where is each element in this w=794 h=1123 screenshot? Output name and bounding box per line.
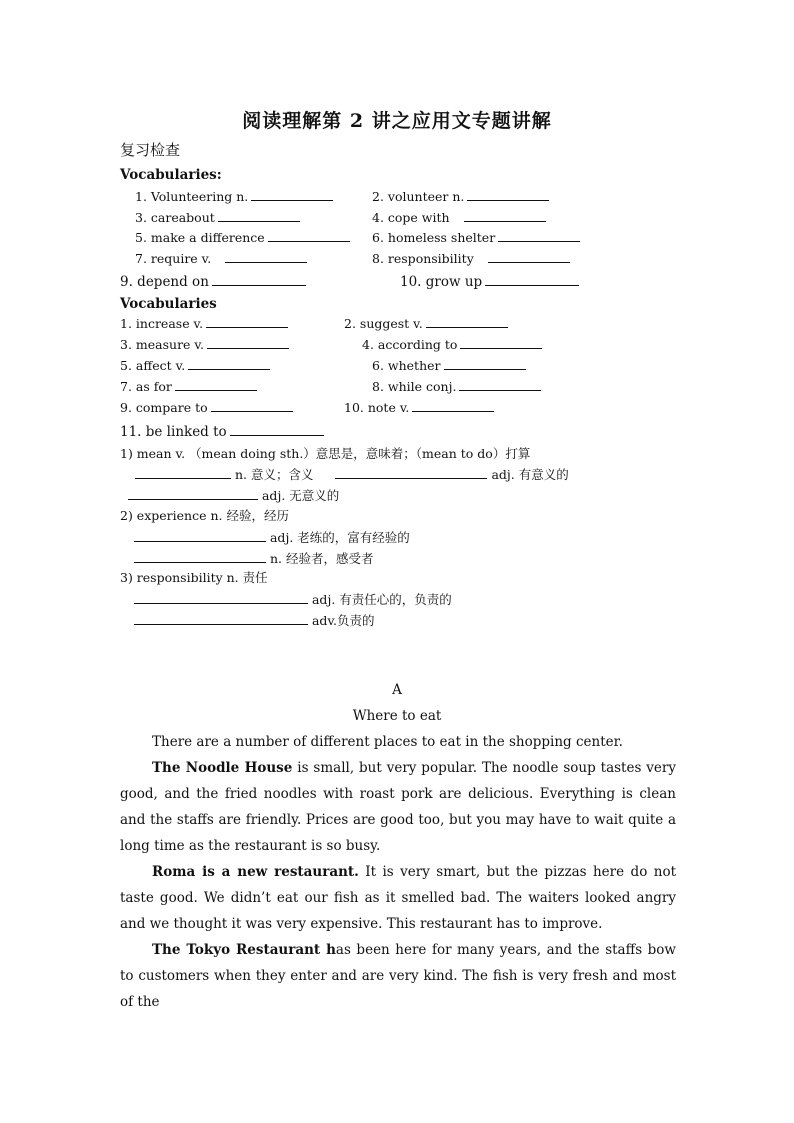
word-form-line: adv.负责的: [134, 612, 375, 629]
vocab1-item: 9. depend on: [120, 273, 306, 290]
word-form-line: n. 意义；含义 adj. 有意义的: [135, 466, 569, 483]
word-form-line: n. 经验者，感受者: [134, 550, 373, 567]
answer-blank[interactable]: [188, 357, 270, 370]
passage-paragraph: The Noodle House is small, but very popular. The noodle soup tastes very good, and the fried noodles with roast pork are delicious. Everything is clean and the staffs are friendly. Prices are good too, but you may have to wait quite a long time as the restaurant is so busy.: [120, 760, 676, 854]
word-form-line: adj. 老练的，富有经验的: [134, 529, 410, 546]
vocab1-item: 5. make a difference: [135, 229, 350, 246]
passage-paragraph: The Tokyo Restaurant has been here for many years, and the staffs bow to customers when they enter and are very kind. The fish is very fresh and most of the: [120, 942, 676, 1010]
vocab2-item: 2. suggest v.: [344, 315, 508, 332]
answer-blank[interactable]: [134, 550, 266, 563]
answer-blank[interactable]: [251, 188, 333, 201]
word-form-head-responsibility: 3) responsibility n. 责任: [120, 570, 268, 585]
answer-blank[interactable]: [225, 250, 307, 263]
answer-blank[interactable]: [444, 357, 526, 370]
passage-body: [120, 729, 676, 1015]
answer-blank[interactable]: [464, 209, 546, 222]
vocab2-item: 8. while conj.: [372, 378, 541, 395]
vocab2-item: 11. be linked to: [120, 423, 324, 440]
passage-intro: There are a number of different places to eat in the shopping center.: [152, 734, 623, 750]
answer-blank[interactable]: [230, 423, 324, 436]
vocab1-item: 4. cope with: [372, 209, 546, 226]
word-form-line: adj. 有责任心的，负责的: [134, 591, 452, 608]
answer-blank[interactable]: [128, 487, 258, 500]
vocab2-item: 4. according to: [362, 336, 542, 353]
vocab2-item: 5. affect v.: [120, 357, 270, 374]
vocab2-item: 10. note v.: [344, 399, 494, 416]
word-form-head-mean: 1) mean v. （mean doing sth.）意思是，意味着；（mean to do）打算: [120, 446, 531, 461]
vocab1-item: 8. responsibility: [372, 250, 570, 267]
page-title: 阅读理解第 2 讲之应用文专题讲解: [242, 110, 552, 132]
answer-blank[interactable]: [218, 209, 300, 222]
answer-blank[interactable]: [467, 188, 549, 201]
vocab1-item: 6. homeless shelter: [372, 229, 580, 246]
passage-paragraph: Roma is a new restaurant. It is very smart, but the pizzas here do not taste good. We didn’t eat our fish as it smelled bad. The waiters looked angry and we thought it was very expensive. This restaurant has to improve.: [120, 864, 676, 932]
vocab1-item: 7. require v.: [135, 250, 307, 267]
answer-blank[interactable]: [134, 591, 308, 604]
answer-blank[interactable]: [498, 229, 580, 242]
vocab2-heading: Vocabularies: [120, 296, 217, 312]
passage-label: A: [392, 682, 402, 698]
vocab1-item: 2. volunteer n.: [372, 188, 549, 205]
answer-blank[interactable]: [212, 273, 306, 286]
vocab1-heading: Vocabularies:: [120, 167, 222, 183]
vocab1-item: 1. Volunteering n.: [135, 188, 333, 205]
answer-blank[interactable]: [335, 466, 487, 479]
review-heading: 复习检查: [120, 141, 181, 159]
answer-blank[interactable]: [206, 315, 288, 328]
answer-blank[interactable]: [134, 612, 308, 625]
vocab2-item: 7. as for: [120, 378, 257, 395]
answer-blank[interactable]: [268, 229, 350, 242]
word-form-line: adj. 无意义的: [128, 487, 339, 504]
answer-blank[interactable]: [134, 529, 266, 542]
vocab2-item: 6. whether: [372, 357, 526, 374]
answer-blank[interactable]: [488, 250, 570, 263]
answer-blank[interactable]: [485, 273, 579, 286]
answer-blank[interactable]: [207, 336, 289, 349]
answer-blank[interactable]: [175, 378, 257, 391]
vocab2-item: 3. measure v.: [120, 336, 289, 353]
vocab2-item: 9. compare to: [120, 399, 293, 416]
word-form-head-experience: 2) experience n. 经验，经历: [120, 508, 289, 523]
passage-title: Where to eat: [352, 708, 442, 724]
answer-blank[interactable]: [459, 378, 541, 391]
answer-blank[interactable]: [460, 336, 542, 349]
vocab1-item: 3. careabout: [135, 209, 300, 226]
answer-blank[interactable]: [211, 399, 293, 412]
answer-blank[interactable]: [412, 399, 494, 412]
answer-blank[interactable]: [426, 315, 508, 328]
vocab1-item: 10. grow up: [400, 273, 579, 290]
answer-blank[interactable]: [135, 466, 231, 479]
vocab2-item: 1. increase v.: [120, 315, 288, 332]
